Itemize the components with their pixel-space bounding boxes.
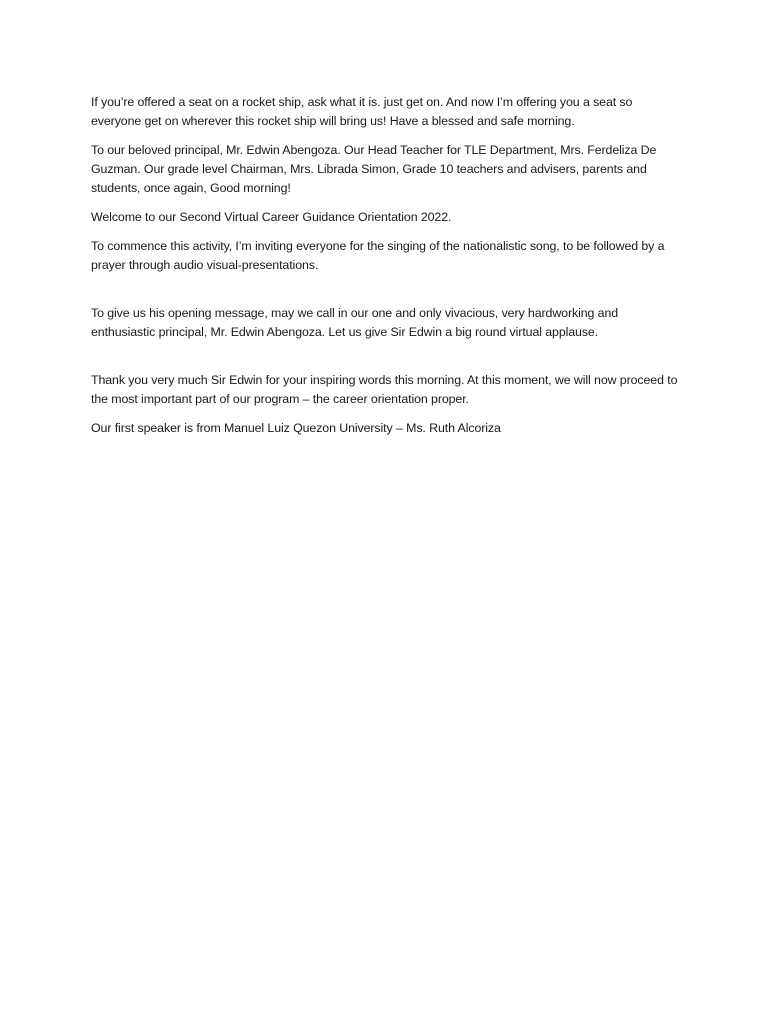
paragraph-greetings: To our beloved principal, Mr. Edwin Abengoza. Our Head Teacher for TLE Department, Mrs. Ferdeliza De Guzman. Our grade level Chairman, Mrs. Librada Simon, Grade 10 teachers and advisers, parents and students, once again, Good morning! <box>91 143 657 195</box>
paragraph-rocket-ship: If you’re offered a seat on a rocket ship, ask what it is. just get on. And now I’m offering you a seat so everyone get on wherever this rocket ship will bring us! Have a blessed and safe morning. <box>91 95 633 128</box>
paragraph-opening-message: To give us his opening message, may we call in our one and only vivacious, very hardworking and enthusiastic principal, Mr. Edwin Abengoza. Let us give Sir Edwin a big round virtual applause. <box>91 306 619 339</box>
paragraph-welcome: Welcome to our Second Virtual Career Guidance Orientation 2022. <box>91 210 452 224</box>
paragraph-commence-activity: To commence this activity, I’m inviting everyone for the singing of the nationalistic song, to be followed by a prayer through audio visual-presentations. <box>91 239 665 272</box>
paragraph-first-speaker: Our first speaker is from Manuel Luiz Quezon University – Ms. Ruth Alcoriza <box>91 421 501 435</box>
document-body <box>91 93 681 448</box>
paragraph-thank-you: Thank you very much Sir Edwin for your inspiring words this morning. At this moment, we will now proceed to the most important part of our program – the career orientation proper. <box>91 373 678 406</box>
